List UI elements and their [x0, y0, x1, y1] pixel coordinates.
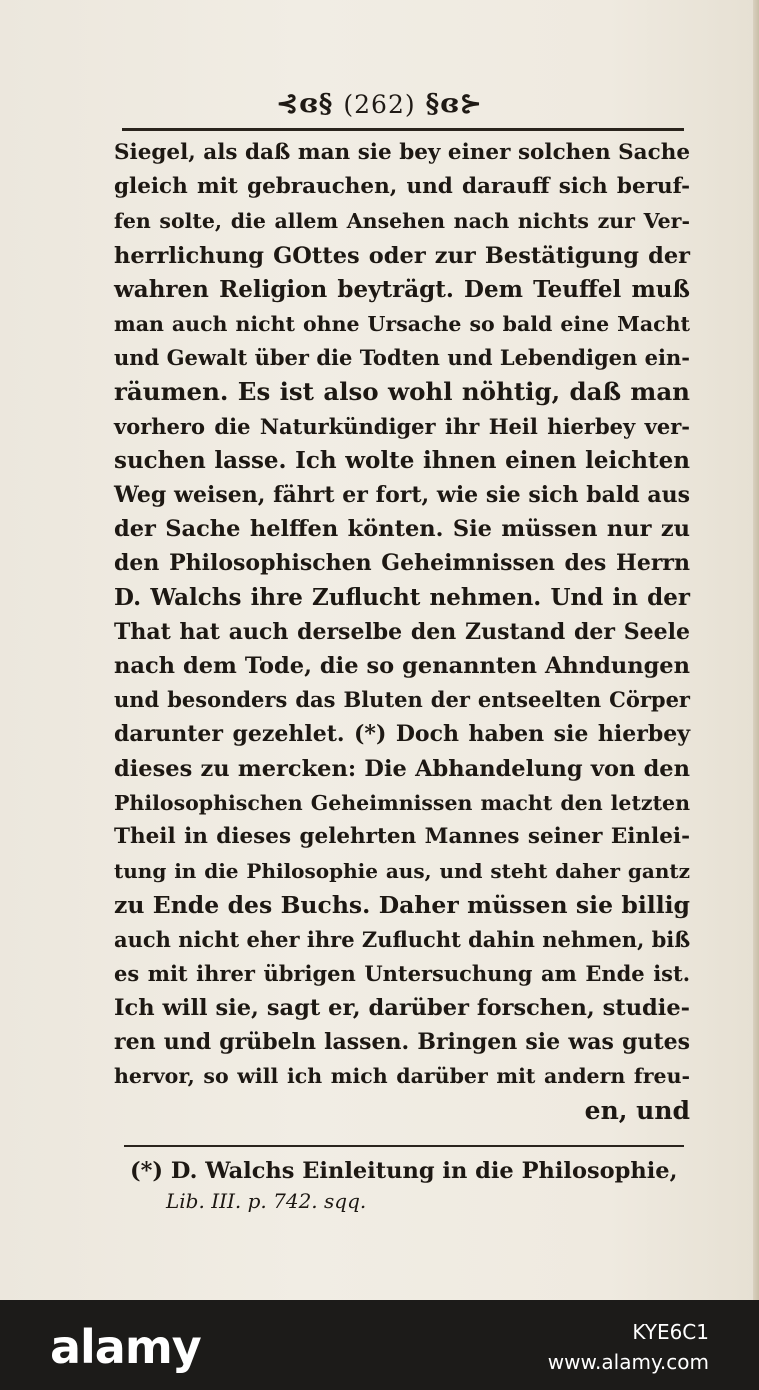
text-line: D. Walchs ihre Zuflucht nehmen. Und in der [114, 583, 690, 611]
text-line: zu Ende des Buchs. Daher müssen sie billig [114, 891, 690, 920]
text-line: der Sache helffen könten. Sie müssen nur zu [114, 516, 690, 543]
text-line: auch nicht eher ihre Zuflucht dahin nehmen, biß [114, 926, 691, 952]
text-line: ren und grübeln lassen. Bringen sie was gutes [114, 1029, 690, 1056]
text-line: Weg weisen, fährt er fort, wie sie sich bald aus [114, 482, 690, 509]
text-line: tung in die Philosophie aus, und steht daher gantz [114, 859, 690, 884]
text-line: Philosophischen Geheimnissen macht den letzten [114, 790, 690, 815]
ornament-right-icon: §ɞ⊱ [425, 89, 483, 119]
text-line: hervor, so will ich mich darüber mit andern freu- [114, 1064, 690, 1089]
text-line: That hat auch derselbe den Zustand der Seele [114, 618, 690, 645]
text-line: herrlichung GOttes oder zur Bestätigung der [114, 242, 690, 269]
page-header [0, 84, 759, 124]
watermark-banner [0, 1300, 759, 1390]
header-rule [122, 128, 684, 131]
page-edge [753, 0, 759, 1300]
text-line: vorhero die Naturkündiger ihr Heil hierbey ver- [114, 413, 690, 439]
footnote-reference: Lib. III. p. 742. sqq. [166, 1189, 367, 1213]
text-line: nach dem Tode, die so genannten Ahndungen [114, 653, 690, 680]
text-line: gleich mit gebrauchen, und darauff sich beruf- [114, 174, 690, 200]
text-line: räumen. Es ist also wohl nöhtig, daß man [114, 377, 690, 407]
image-id: KYE6C1 [632, 1320, 709, 1344]
body-text [114, 136, 690, 1128]
text-line: wahren Religion beyträgt. Dem Teuffel muß [114, 275, 690, 303]
footnote-rule [124, 1145, 684, 1147]
text-line: den Philosophischen Geheimnissen des Herrn [114, 550, 690, 577]
catchword: en, und [584, 1095, 690, 1125]
text-line: und besonders das Bluten der entseelten Cörper [114, 687, 690, 713]
alamy-logo: alamy [50, 1320, 201, 1374]
text-line: Theil in dieses gelehrten Mannes seiner Einlei- [114, 824, 690, 850]
text-line: darunter gezehlet. (*) Doch haben sie hierbey [114, 721, 690, 748]
site-url: www.alamy.com [547, 1350, 709, 1374]
text-line: fen solte, die allem Ansehen nach nichts zur Ver- [114, 209, 690, 234]
ornament-left-icon: ⊰ɞ§ [276, 89, 334, 119]
page-number: (262) [343, 89, 416, 119]
text-line: und Gewalt über die Todten und Lebendigen ein- [114, 345, 690, 371]
text-line: dieses zu mercken: Die Abhandelung von den [114, 755, 690, 782]
footnote-line: (*) D. Walchs Einleitung in die Philosophie, [130, 1158, 678, 1184]
footnote [130, 1156, 686, 1216]
text-line: Siegel, als daß man sie bey einer solchen Sache [114, 140, 690, 165]
text-line: man auch nicht ohne Ursache so bald eine Macht [114, 312, 690, 337]
text-line: es mit ihrer übrigen Untersuchung am Ende ist. [114, 960, 690, 986]
text-line: suchen lasse. Ich wolte ihnen einen leichten [114, 446, 690, 474]
text-line: Ich will sie, sagt er, darüber forschen, studie- [114, 995, 690, 1022]
